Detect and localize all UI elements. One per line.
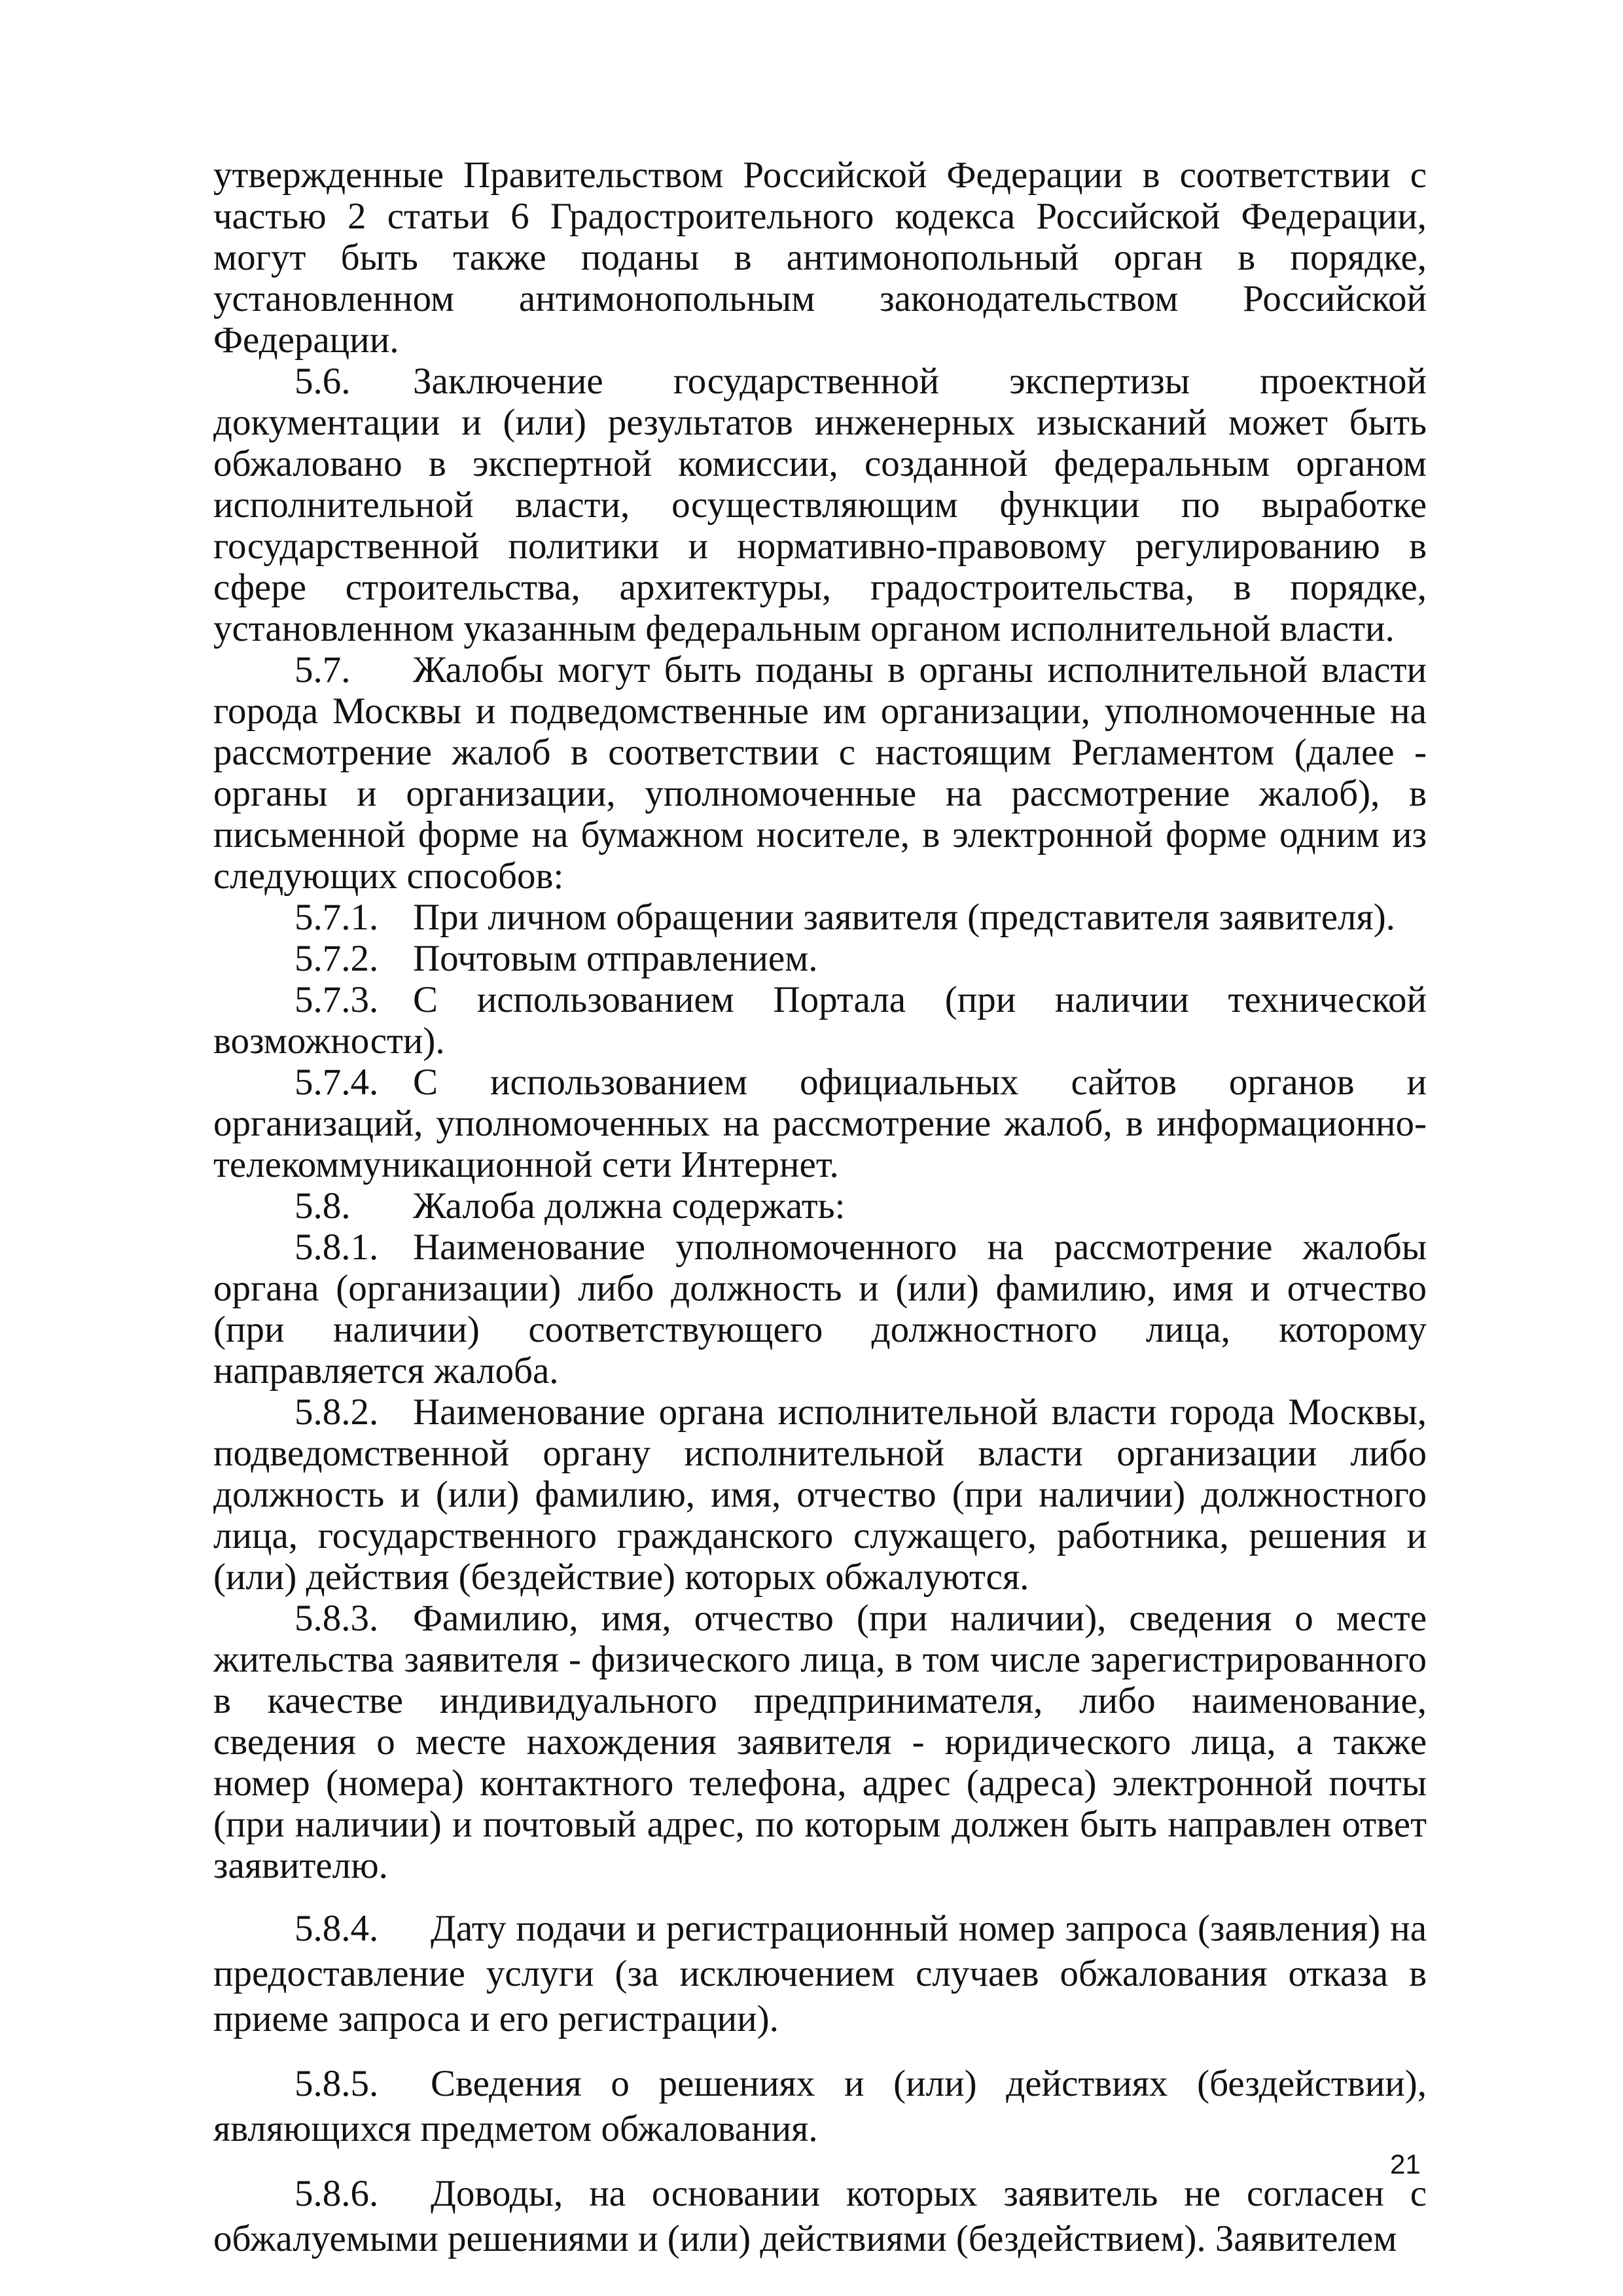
paragraph-number: 5.8.4. xyxy=(294,1908,379,1949)
paragraph-text: При личном обращении заявителя (представителя заявителя). xyxy=(413,897,1395,938)
page-number: 21 xyxy=(1390,2149,1421,2179)
paragraph-number: 5.8.5. xyxy=(294,2063,379,2104)
paragraph-5-8-3 xyxy=(213,1598,1427,1886)
paragraph-number: 5.8.6. xyxy=(294,2173,379,2214)
paragraph-number: 5.6. xyxy=(294,361,351,402)
paragraph-continuation xyxy=(213,154,1427,361)
document-body xyxy=(213,154,1427,2261)
paragraph-5-7-2 xyxy=(213,938,1427,979)
paragraph-5-8-5 xyxy=(213,2061,1427,2151)
paragraph-text: утвержденные Правительством Российской Федерации в соответствии с частью 2 статьи 6 Градостроительного кодекса Российской Федерации, могут быть также поданы в антимонопольный орган в порядке, установленном антимонопольным законодательством Российской Федерации. xyxy=(213,154,1427,361)
paragraph-5-7-1 xyxy=(213,897,1427,938)
paragraph-number: 5.8.2. xyxy=(294,1391,379,1433)
paragraph-text: Жалобы могут быть поданы в органы исполнительной власти города Москвы и подведомственные им организации, уполномоченные на рассмотрение жалоб в соответствии с настоящим Регламентом (далее - органы и организации, уполномоченные на рассмотрение жалоб), в письменной форме на бумажном носителе, в электронной форме одним из следующих способов: xyxy=(213,649,1427,897)
paragraph-5-7-3 xyxy=(213,979,1427,1062)
paragraph-text: Почтовым отправлением. xyxy=(413,938,818,979)
paragraph-text: Доводы, на основании которых заявитель не согласен с обжалуемыми решениями и (или) действиями (бездействием). Заявителем xyxy=(213,2173,1427,2259)
paragraph-number: 5.7.1. xyxy=(294,897,379,938)
paragraph-number: 5.7.3. xyxy=(294,979,379,1020)
paragraph-5-7-4 xyxy=(213,1062,1427,1185)
paragraph-number: 5.7. xyxy=(294,649,351,691)
paragraph-text: Наименование органа исполнительной власти города Москвы, подведомственной органу исполнительной власти организации либо должность и (или) фамилию, имя, отчество (при наличии) должностного лица, государственного гражданского служащего, работника, решения и (или) действия (бездействие) которых обжалуются. xyxy=(213,1391,1427,1598)
paragraph-number: 5.7.4. xyxy=(294,1062,379,1103)
paragraph-text: Жалоба должна содержать: xyxy=(413,1185,846,1227)
paragraph-text: Заключение государственной экспертизы проектной документации и (или) результатов инженерных изысканий может быть обжаловано в экспертной комиссии, созданной федеральным органом исполнительной власти, осуществляющим функции по выработке государственной политики и нормативно-правовому регулированию в сфере строительства, архитектуры, градостроительства, в порядке, установленном указанным федеральным органом исполнительной власти. xyxy=(213,361,1427,649)
paragraph-text: С использованием официальных сайтов органов и организаций, уполномоченных на рассмотрение жалоб, в информационно-телекоммуникационной сети Интернет. xyxy=(213,1062,1427,1185)
paragraph-5-6 xyxy=(213,361,1427,649)
paragraph-number: 5.8.1. xyxy=(294,1227,379,1268)
paragraph-text: С использованием Портала (при наличии технической возможности). xyxy=(213,979,1427,1062)
paragraph-number: 5.7.2. xyxy=(294,938,379,979)
paragraph-text: Сведения о решениях и (или) действиях (бездействии), являющихся предметом обжалования. xyxy=(213,2063,1427,2149)
paragraph-5-8-1 xyxy=(213,1227,1427,1391)
paragraph-5-8-6 xyxy=(213,2171,1427,2261)
paragraph-5-7 xyxy=(213,649,1427,897)
paragraph-text: Дату подачи и регистрационный номер запроса (заявления) на предоставление услуги (за исключением случаев обжалования отказа в приеме запроса и его регистрации). xyxy=(213,1908,1427,2039)
paragraph-number: 5.8.3. xyxy=(294,1598,379,1639)
paragraph-number: 5.8. xyxy=(294,1185,351,1227)
paragraph-5-8-2 xyxy=(213,1391,1427,1598)
paragraph-5-8 xyxy=(213,1185,1427,1227)
paragraph-text: Фамилию, имя, отчество (при наличии), сведения о месте жительства заявителя - физического лица, в том числе зарегистрированного в качестве индивидуального предпринимателя, либо наименование, сведения о месте нахождения заявителя - юридического лица, а также номер (номера) контактного телефона, адрес (адреса) электронной почты (при наличии) и почтовый адрес, по которым должен быть направлен ответ заявителю. xyxy=(213,1598,1427,1886)
paragraph-5-8-4 xyxy=(213,1906,1427,2041)
paragraph-text: Наименование уполномоченного на рассмотрение жалобы органа (организации) либо должность и (или) фамилию, имя и отчество (при наличии) соответствующего должностного лица, которому направляется жалоба. xyxy=(213,1227,1427,1391)
